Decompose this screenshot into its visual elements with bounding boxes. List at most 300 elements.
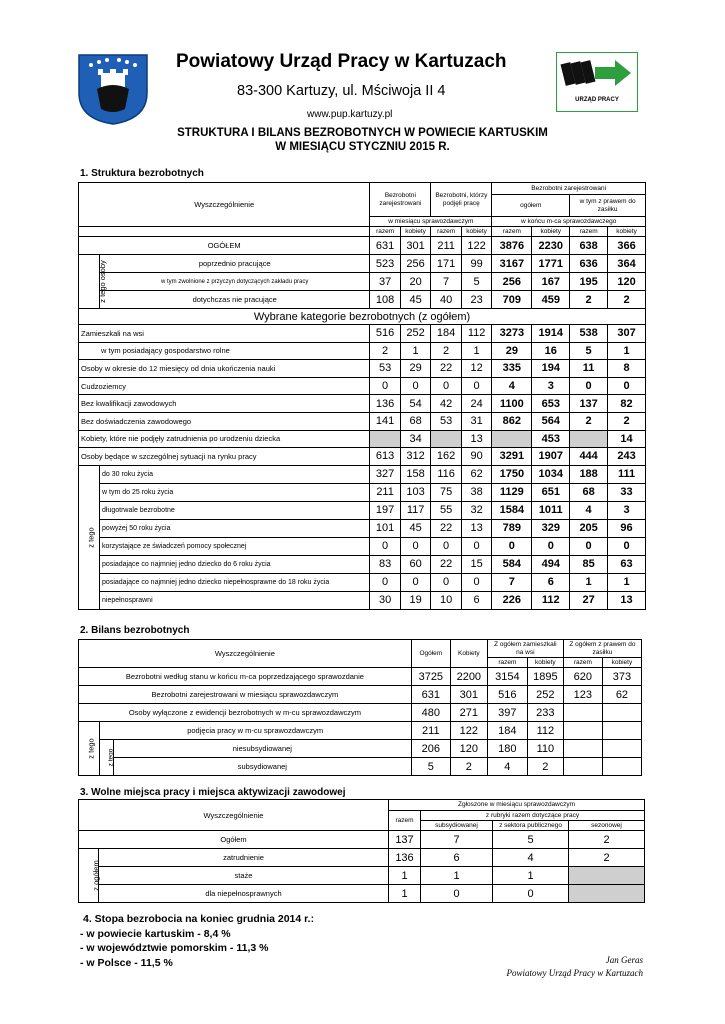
value-cell: 312: [400, 448, 431, 466]
value-cell: 3291: [492, 448, 532, 466]
value-cell: 327: [370, 465, 401, 483]
value-cell: 1: [421, 867, 493, 885]
value-cell: 197: [370, 501, 401, 519]
sub-header: subsydiowanej: [421, 821, 493, 831]
value-cell: [602, 758, 641, 776]
value-cell: 1: [608, 342, 646, 360]
value-cell: 2: [569, 831, 645, 849]
value-cell: 1: [608, 573, 646, 591]
value-cell: 45: [400, 291, 431, 309]
value-cell: 103: [400, 483, 431, 501]
section2-heading: 2. Bilans bezrobotnych: [80, 625, 190, 636]
blank-cell: [79, 227, 370, 237]
value-cell: 444: [570, 448, 608, 466]
value-cell: 136: [389, 849, 421, 867]
section3-heading: 3. Wolne miejsca pracy i miejsca aktywizacji zawodowej: [80, 787, 346, 798]
value-cell: 0: [421, 885, 493, 903]
col-header-village: Z ogółem zamieszkali na wsi: [487, 640, 563, 658]
value-cell: 0: [431, 537, 462, 555]
row-label: w tym zwolnione z przyczyn dotyczących zakładu pracy: [100, 273, 370, 291]
value-cell: 1907: [532, 448, 570, 466]
value-cell: 27: [570, 591, 608, 609]
report-title: STRUKTURA I BILANS BEZROBOTNYCH W POWIECIE KARTUSKIM W MIESIĄCU STYCZNIU 2015 R.: [177, 127, 548, 153]
row-label: Bezrobotni według stanu w końcu m-ca poprzedzającego sprawozdanie: [79, 668, 412, 686]
sub-header: razem: [563, 658, 602, 668]
col-header-benefit: w tym z prawem do zasiłku: [570, 195, 646, 217]
value-cell: 195: [570, 273, 608, 291]
sub-header: kobiety: [602, 658, 641, 668]
value-cell: 3: [532, 377, 570, 395]
office-title: Powiatowy Urząd Pracy w Kartuzach: [176, 51, 507, 72]
row-label: posiadające co najmniej jedno dziecko niepełnosprawne do 18 roku życia: [100, 573, 370, 591]
value-cell: 789: [492, 519, 532, 537]
value-cell: 1: [389, 867, 421, 885]
sub-header: sezonowej: [569, 821, 645, 831]
value-cell: 252: [400, 325, 431, 343]
row-label: Cudzoziemcy: [79, 377, 370, 395]
value-cell: 335: [492, 360, 532, 378]
row-label: dotychczas nie pracujące: [100, 291, 370, 309]
value-cell: 4: [493, 849, 569, 867]
value-cell: 158: [400, 465, 431, 483]
value-cell: 0: [370, 573, 401, 591]
rate-county: - w powiecie kartuskim - 8,4 %: [80, 927, 231, 940]
value-cell: 38: [461, 483, 492, 501]
row-label: w tym do 25 roku życia: [100, 483, 370, 501]
value-cell: 11: [570, 360, 608, 378]
value-cell: 211: [411, 722, 450, 740]
value-cell: 68: [570, 483, 608, 501]
col-header-registered-end: Bezrobotni zarejestrowani: [492, 183, 646, 195]
value-cell: 0: [400, 537, 431, 555]
value-cell: [563, 758, 602, 776]
value-cell: 0: [492, 537, 532, 555]
value-cell: 13: [461, 519, 492, 537]
value-cell: 188: [570, 465, 608, 483]
value-cell: 862: [492, 412, 532, 430]
row-label: do 30 roku życia: [100, 465, 370, 483]
col-header-benefit: Z ogółem z prawem do zasiłku: [563, 640, 641, 658]
value-cell: 0: [493, 885, 569, 903]
value-cell: 14: [608, 430, 646, 448]
sub-header: razem: [370, 227, 401, 237]
signature-name: Jan Geras: [605, 955, 643, 965]
value-cell: 13: [608, 591, 646, 609]
value-cell: 22: [431, 555, 462, 573]
value-cell: 631: [370, 237, 401, 255]
value-cell: 1584: [492, 501, 532, 519]
group-label-vertical: z tego: [79, 722, 100, 776]
value-cell: 0: [608, 377, 646, 395]
col-header-month-end: w końcu m-ca sprawozdawczego: [492, 217, 646, 227]
value-cell: 68: [400, 412, 431, 430]
value-cell: 373: [602, 668, 641, 686]
value-cell: 111: [608, 465, 646, 483]
value-cell: 564: [532, 412, 570, 430]
value-cell: 63: [608, 555, 646, 573]
value-cell: 162: [431, 448, 462, 466]
value-cell: 2: [608, 412, 646, 430]
value-cell: 10: [431, 591, 462, 609]
value-cell: 1011: [532, 501, 570, 519]
signature-role: Powiatowy Urząd Pracy w Kartuzach: [506, 968, 643, 978]
row-label: korzystające ze świadczeń pomocy społecznej: [100, 537, 370, 555]
value-cell: 584: [492, 555, 532, 573]
col-header-description: Wyszczególnienie: [79, 183, 370, 227]
value-cell: 0: [370, 377, 401, 395]
value-cell: 82: [608, 395, 646, 413]
value-cell: 22: [431, 360, 462, 378]
value-cell: 54: [400, 395, 431, 413]
value-cell: 2: [527, 758, 563, 776]
col-header-rubric: z rubryki razem dotyczące pracy: [421, 811, 645, 821]
sub-header: kobiety: [527, 658, 563, 668]
value-cell: 101: [370, 519, 401, 537]
value-cell: 137: [389, 831, 421, 849]
value-cell: 167: [532, 273, 570, 291]
value-cell: [602, 740, 641, 758]
value-cell: 1034: [532, 465, 570, 483]
value-cell: [370, 430, 401, 448]
value-cell: [563, 704, 602, 722]
value-cell: 243: [608, 448, 646, 466]
value-cell: 184: [487, 722, 527, 740]
sub-header: kobiety: [400, 227, 431, 237]
value-cell: 0: [370, 537, 401, 555]
value-cell: 112: [527, 722, 563, 740]
value-cell: 2230: [532, 237, 570, 255]
value-cell: 136: [370, 395, 401, 413]
value-cell: 205: [570, 519, 608, 537]
value-cell: 194: [532, 360, 570, 378]
section4-heading: 4. Stopa bezrobocia na koniec grudnia 2014 r.:: [83, 913, 315, 925]
signature: [500, 954, 643, 980]
subgroup-label-vertical: z tego: [99, 740, 113, 776]
value-cell: 3876: [492, 237, 532, 255]
col-header-total: Ogółem: [411, 640, 450, 668]
value-cell: 397: [487, 704, 527, 722]
value-cell: 709: [492, 291, 532, 309]
value-cell: 8: [608, 360, 646, 378]
value-cell: 7: [492, 573, 532, 591]
value-cell: [570, 430, 608, 448]
value-cell: 2200: [450, 668, 487, 686]
value-cell: 256: [400, 255, 431, 273]
row-label: Zamieszkali na wsi: [79, 325, 370, 343]
value-cell: 55: [431, 501, 462, 519]
value-cell: 2: [570, 291, 608, 309]
value-cell: 366: [608, 237, 646, 255]
value-cell: 0: [570, 377, 608, 395]
value-cell: 516: [487, 686, 527, 704]
col-header-description: Wyszczególnienie: [79, 800, 389, 831]
sub-header: razem: [487, 658, 527, 668]
value-cell: 3725: [411, 668, 450, 686]
row-label: subsydiowanej: [113, 758, 411, 776]
value-cell: 494: [532, 555, 570, 573]
value-cell: 20: [400, 273, 431, 291]
value-cell: 459: [532, 291, 570, 309]
value-cell: 2: [370, 342, 401, 360]
sub-header: razem: [492, 227, 532, 237]
value-cell: 23: [461, 291, 492, 309]
value-cell: 122: [461, 237, 492, 255]
value-cell: 523: [370, 255, 401, 273]
value-cell: 112: [532, 591, 570, 609]
value-cell: 33: [608, 483, 646, 501]
value-cell: 3273: [492, 325, 532, 343]
col-header-took-work: Bezrobotni, którzy podjęli pracę: [431, 183, 492, 217]
value-cell: 211: [431, 237, 462, 255]
value-cell: 5: [461, 273, 492, 291]
value-cell: 117: [400, 501, 431, 519]
value-cell: 37: [370, 273, 401, 291]
office-address: 83-300 Kartuzy, ul. Mściwoja II 4: [237, 83, 446, 99]
value-cell: 5: [493, 831, 569, 849]
value-cell: 233: [527, 704, 563, 722]
value-cell: 6: [532, 573, 570, 591]
sub-header: razem: [431, 227, 462, 237]
value-cell: 29: [400, 360, 431, 378]
value-cell: 90: [461, 448, 492, 466]
value-cell: 1: [400, 342, 431, 360]
value-cell: [602, 722, 641, 740]
value-cell: 62: [461, 465, 492, 483]
value-cell: 1100: [492, 395, 532, 413]
value-cell: [569, 867, 645, 885]
value-cell: 538: [570, 325, 608, 343]
coat-of-arms-icon: [77, 53, 149, 125]
vacancies-table: [78, 799, 645, 903]
value-cell: 42: [431, 395, 462, 413]
value-cell: 1: [493, 867, 569, 885]
row-label: Ogółem: [79, 831, 389, 849]
col-header-month: w miesiącu sprawozdawczym: [370, 217, 492, 227]
row-label: w tym posiadający gospodarstwo rolne: [79, 342, 370, 360]
value-cell: 110: [527, 740, 563, 758]
value-cell: 5: [570, 342, 608, 360]
value-cell: 2: [608, 291, 646, 309]
value-cell: 631: [411, 686, 450, 704]
row-label: dla niepełnosprawnych: [99, 885, 389, 903]
value-cell: 83: [370, 555, 401, 573]
value-cell: 22: [431, 519, 462, 537]
row-label: niepełnosprawni: [100, 591, 370, 609]
sub-header: kobiety: [461, 227, 492, 237]
value-cell: [563, 722, 602, 740]
value-cell: 206: [411, 740, 450, 758]
value-cell: 137: [570, 395, 608, 413]
value-cell: 123: [563, 686, 602, 704]
col-header-reported: Zgłoszone w miesiącu sprawozdawczym: [389, 800, 645, 811]
value-cell: 653: [532, 395, 570, 413]
value-cell: 0: [400, 573, 431, 591]
value-cell: 0: [461, 573, 492, 591]
value-cell: 7: [431, 273, 462, 291]
sub-header: z sektora publicznego: [493, 821, 569, 831]
row-label: powyżej 50 roku życia: [100, 519, 370, 537]
value-cell: 3167: [492, 255, 532, 273]
value-cell: 226: [492, 591, 532, 609]
value-cell: 1750: [492, 465, 532, 483]
row-label: Osoby w okresie do 12 miesięcy od dnia ukończenia nauki: [79, 360, 370, 378]
row-label-total: OGÓŁEM: [79, 237, 370, 255]
section1-heading: 1. Struktura bezrobotnych: [80, 168, 204, 179]
row-label: podjęcia pracy w m-cu sprawozdawczym: [99, 722, 411, 740]
value-cell: 184: [431, 325, 462, 343]
value-cell: 636: [570, 255, 608, 273]
unemployment-rate-block: [80, 912, 314, 970]
value-cell: 12: [461, 360, 492, 378]
value-cell: 1: [570, 573, 608, 591]
value-cell: 1914: [532, 325, 570, 343]
col-header-description: Wyszczególnienie: [79, 640, 412, 668]
row-label: Osoby będące w szczególnej sytuacji na rynku pracy: [79, 448, 370, 466]
value-cell: 122: [450, 722, 487, 740]
value-cell: 120: [608, 273, 646, 291]
value-cell: 0: [608, 537, 646, 555]
group-label-vertical: z ogółem: [79, 849, 99, 903]
value-cell: 1895: [527, 668, 563, 686]
row-label: staże: [99, 867, 389, 885]
value-cell: 29: [492, 342, 532, 360]
rate-voivodeship: - w województwie pomorskim - 11,3 %: [80, 942, 269, 954]
value-cell: 5: [411, 758, 450, 776]
value-cell: 15: [461, 555, 492, 573]
value-cell: 45: [400, 519, 431, 537]
value-cell: 516: [370, 325, 401, 343]
value-cell: 0: [431, 573, 462, 591]
value-cell: 4: [487, 758, 527, 776]
value-cell: 613: [370, 448, 401, 466]
row-label: długotrwale bezrobotne: [100, 501, 370, 519]
value-cell: 453: [532, 430, 570, 448]
value-cell: 32: [461, 501, 492, 519]
sub-header: kobiety: [608, 227, 646, 237]
value-cell: 116: [431, 465, 462, 483]
col-header-women: Kobiety: [450, 640, 487, 668]
value-cell: 6: [461, 591, 492, 609]
value-cell: 6: [421, 849, 493, 867]
value-cell: 96: [608, 519, 646, 537]
row-label: Bez doświadczenia zawodowego: [79, 412, 370, 430]
value-cell: 0: [461, 537, 492, 555]
group-label-vertical: z tego osoby: [79, 255, 100, 309]
value-cell: 7: [421, 831, 493, 849]
row-label: Osoby wyłączone z ewidencji bezrobotnych w m-cu sprawozdawczym: [79, 704, 412, 722]
value-cell: [563, 740, 602, 758]
row-label: poprzednio pracujące: [100, 255, 370, 273]
value-cell: 3: [608, 501, 646, 519]
urzad-pracy-logo: [556, 52, 638, 112]
value-cell: 1129: [492, 483, 532, 501]
logo-caption: URZĄD PRACY: [575, 97, 619, 103]
value-cell: [569, 885, 645, 903]
sub-header: kobiety: [532, 227, 570, 237]
value-cell: 31: [461, 412, 492, 430]
value-cell: 16: [532, 342, 570, 360]
value-cell: 120: [450, 740, 487, 758]
value-cell: 1771: [532, 255, 570, 273]
structure-table: [78, 182, 646, 610]
value-cell: 301: [450, 686, 487, 704]
value-cell: 13: [461, 430, 492, 448]
value-cell: 108: [370, 291, 401, 309]
sub-header: razem: [570, 227, 608, 237]
row-label: Bez kwalifikacji zawodowych: [79, 395, 370, 413]
value-cell: 1: [461, 342, 492, 360]
value-cell: 2: [570, 412, 608, 430]
value-cell: [602, 704, 641, 722]
value-cell: 171: [431, 255, 462, 273]
value-cell: 4: [492, 377, 532, 395]
value-cell: 180: [487, 740, 527, 758]
value-cell: 30: [370, 591, 401, 609]
col-header-total: razem: [389, 811, 421, 831]
value-cell: 40: [431, 291, 462, 309]
value-cell: 0: [570, 537, 608, 555]
row-label: posiadające co najmniej jedno dziecko do 6 roku życia: [100, 555, 370, 573]
value-cell: 480: [411, 704, 450, 722]
value-cell: 60: [400, 555, 431, 573]
value-cell: [431, 430, 462, 448]
value-cell: 1: [389, 885, 421, 903]
value-cell: 329: [532, 519, 570, 537]
value-cell: 19: [400, 591, 431, 609]
value-cell: 112: [461, 325, 492, 343]
value-cell: 638: [570, 237, 608, 255]
value-cell: 364: [608, 255, 646, 273]
col-header-total: ogółem: [492, 195, 570, 217]
value-cell: 0: [400, 377, 431, 395]
row-label: Kobiety, które nie podjęły zatrudnienia po urodzeniu dziecka: [79, 430, 370, 448]
value-cell: 4: [570, 501, 608, 519]
value-cell: 301: [400, 237, 431, 255]
value-cell: 620: [563, 668, 602, 686]
group-label-vertical: z tego: [79, 465, 100, 609]
value-cell: 307: [608, 325, 646, 343]
value-cell: 141: [370, 412, 401, 430]
value-cell: 3154: [487, 668, 527, 686]
value-cell: 62: [602, 686, 641, 704]
col-header-registered: Bezrobotni zarejestrowani: [370, 183, 431, 217]
rate-poland: - w Polsce - 11,5 %: [80, 956, 173, 969]
row-label: niesubsydiowanej: [113, 740, 411, 758]
value-cell: 34: [400, 430, 431, 448]
value-cell: 2: [569, 849, 645, 867]
value-cell: 651: [532, 483, 570, 501]
value-cell: 256: [492, 273, 532, 291]
balance-table: [78, 639, 642, 776]
value-cell: 53: [370, 360, 401, 378]
value-cell: 99: [461, 255, 492, 273]
value-cell: [492, 430, 532, 448]
value-cell: 271: [450, 704, 487, 722]
value-cell: 211: [370, 483, 401, 501]
value-cell: 75: [431, 483, 462, 501]
website-link[interactable]: www.pup.kartuzy.pl: [307, 109, 393, 120]
value-cell: 0: [431, 377, 462, 395]
value-cell: 2: [431, 342, 462, 360]
value-cell: 0: [532, 537, 570, 555]
categories-title: Wybrane kategorie bezrobotnych (z ogółem): [79, 309, 646, 325]
value-cell: 0: [461, 377, 492, 395]
value-cell: 85: [570, 555, 608, 573]
value-cell: 24: [461, 395, 492, 413]
row-label: Bezrobotni zarejestrowani w miesiącu sprawozdawczym: [79, 686, 412, 704]
value-cell: 53: [431, 412, 462, 430]
row-label: zatrudnienie: [99, 849, 389, 867]
